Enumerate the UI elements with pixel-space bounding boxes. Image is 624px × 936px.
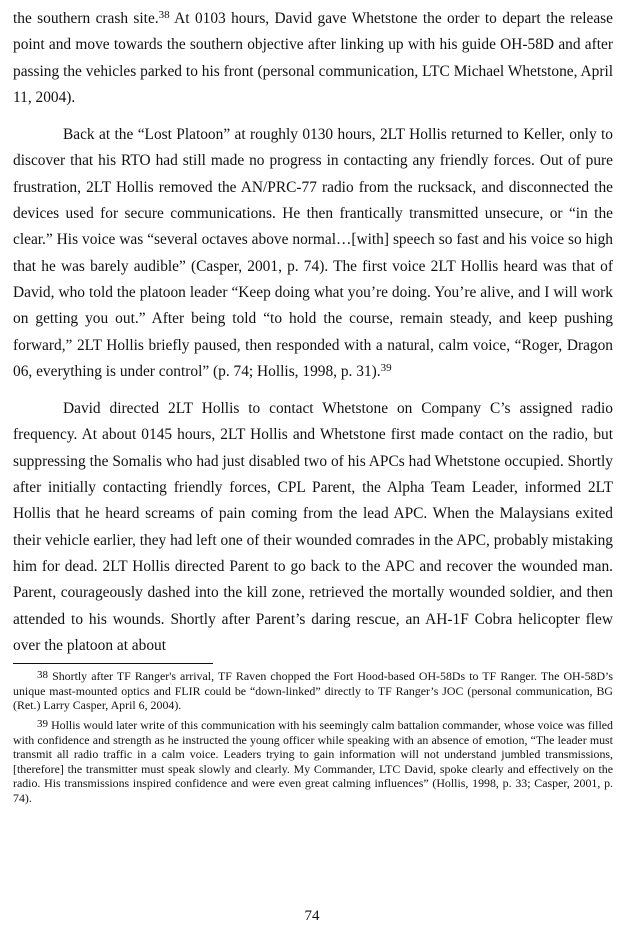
body-text — [13, 6, 613, 659]
footnote-38 — [13, 669, 613, 713]
footnote-reference-38[interactable]: 38 — [158, 9, 170, 21]
paragraph-2 — [13, 122, 613, 385]
paragraph-text: Back at the “Lost Platoon” at roughly 0130 hours, 2LT Hollis returned to Keller, only to discover that his RTO had still made no progress in contacting any friendly forces. Out of pure frustration, 2LT Hollis removed the AN/PRC-77 radio from the rucksack, and disconnected the devices used for secure communications. He then frantically transmitted unsecure, or “in the clear.” His voice was “several octaves above normal…[with] speech so fast and his voice so high that he was barely audible” (Casper, 2001, p. 74). The first voice 2LT Hollis heard was that of David, who told the platoon leader “Keep doing what you’re doing. You’re alive, and I will work on getting you out.” After being told “to hold the course, remain steady, and keep pushing forward,” 2LT Hollis briefly paused, then responded with a natural, calm voice, “Roger, Dragon 06, everything is under control” (p. 74; Hollis, 1998, p. 31). — [13, 126, 613, 380]
page-number: 74 — [304, 908, 320, 924]
paragraph-text: the southern crash site. — [13, 10, 159, 27]
footnote-divider — [13, 663, 213, 664]
footnote-reference-39[interactable]: 39 — [380, 361, 392, 374]
footnote-number: 39 — [37, 717, 48, 730]
footnotes — [13, 669, 613, 805]
footnote-39 — [13, 718, 613, 806]
paragraph-text: At 0103 hours, David gave Whetstone the order to depart the release point and move towards the southern objective after linking up with his guide OH-58D and after passing the vehicles parked to his front (personal communication, LTC Michael Whetstone, April 11, 2004). — [13, 10, 613, 106]
paragraph-1 — [13, 6, 613, 111]
footnote-text: Hollis would later write of this communication with his seemingly calm battalion commander, whose voice was filled with confidence and strength as he instructed the young officer while speaking with an absence of emotion, “The leader must transmit all radio traffic in a calm voice. Leaders trying to gain information will not understand jumbled transmissions, [therefore] the transmitter must speak slowly and clearly. My Commander, LTC David, spoke clearly and effectively on the radio. His transmissions inspired confidence and were even great calming influences” (Hollis, 1998, p. 33; Casper, 2001, p. 74). — [13, 717, 613, 805]
footnote-text: Shortly after TF Ranger's arrival, TF Raven chopped the Fort Hood-based OH-58Ds to TF Ranger. The OH-58D’s unique mast-mounted optics and FLIR could be “down-linked” directly to TF Ranger’s JOC (personal communication, BG (Ret.) Larry Casper, April 6, 2004). — [13, 669, 613, 713]
paragraph-text: David directed 2LT Hollis to contact Whetstone on Company C’s assigned radio frequency. At about 0145 hours, 2LT Hollis and Whetstone first made contact on the radio, but suppressing the Somalis who had just disabled two of his APCs had Whetstone occupied. Shortly after initially contacting friendly forces, CPL Parent, the Alpha Team Leader, informed 2LT Hollis that he heard screams of pain coming from the lead APC. When the Malaysians exited their vehicle earlier, they had left one of their wounded comrades in the APC, probably mistaking him for dead. 2LT Hollis directed Parent to go back to the APC and recover the wounded man. Parent, courageously dashed into the kill zone, retrieved the mortally wounded soldier, and then attended to his wounds. Shortly after Parent’s daring rescue, an AH-1F Cobra helicopter flew over the platoon at about — [13, 400, 613, 654]
paragraph-3 — [13, 396, 613, 659]
footnote-number: 38 — [37, 669, 48, 682]
